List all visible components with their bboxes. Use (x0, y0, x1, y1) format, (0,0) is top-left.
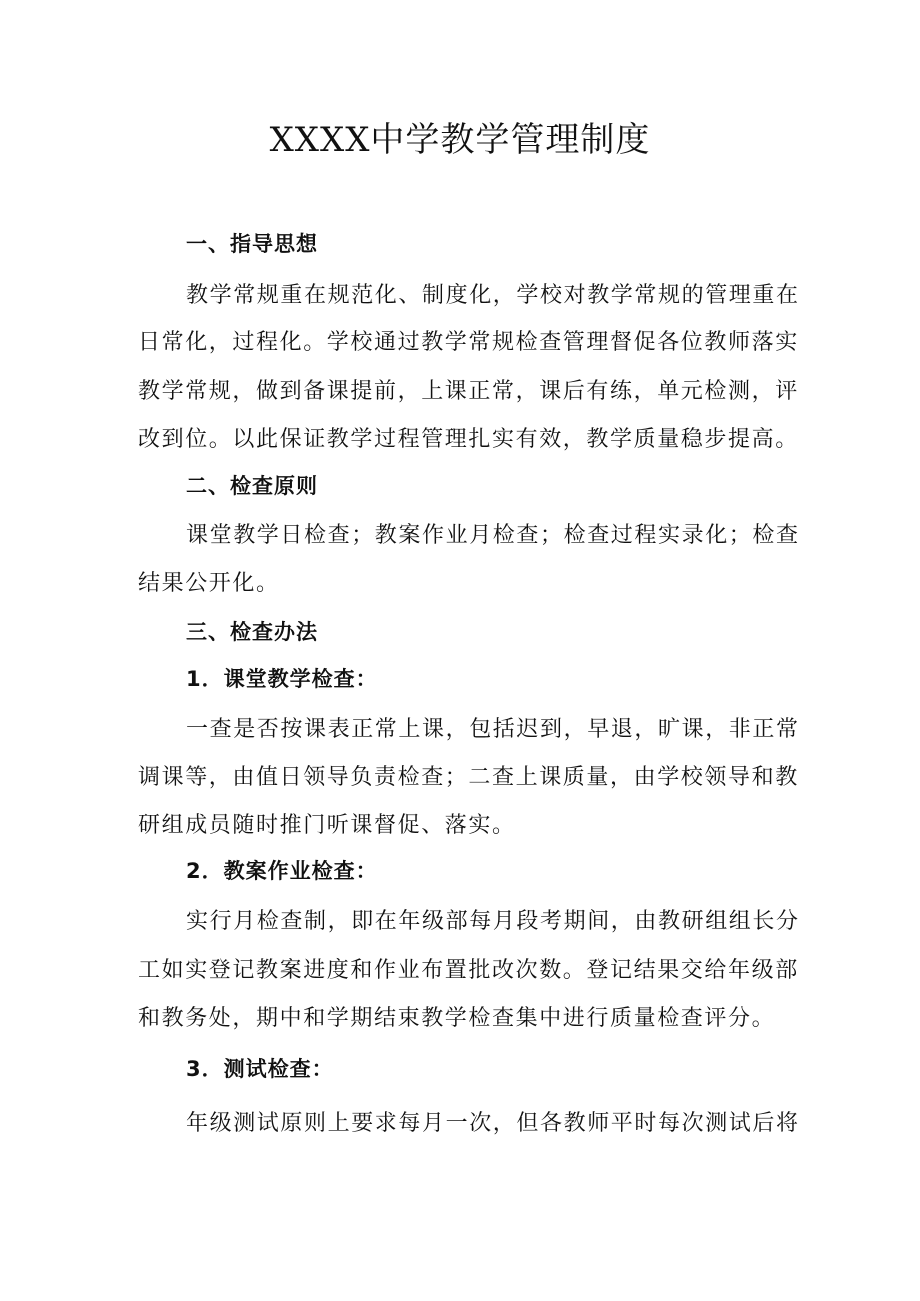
paragraph-line: 课堂教学日检查；教案作业月检查；检查过程实录化；检查 (186, 523, 800, 548)
paragraph-line: 和教务处，期中和学期结束教学检查集中进行质量检查评分。 (138, 1006, 776, 1031)
paragraph-line: 调课等，由值日领导负责检查；二查上课质量，由学校领导和教 (138, 765, 799, 790)
paragraph-line: 研组成员随时推门听课督促、落实。 (138, 813, 516, 838)
subsection-heading-lesson-plan-homework: 2．教案作业检查： (186, 859, 378, 883)
subsection-heading-classroom-teaching: 1．课堂教学检查： (186, 667, 378, 691)
section-heading-guiding-thought: 一、指导思想 (186, 232, 318, 256)
paragraph-line: 年级测试原则上要求每月一次，但各教师平时每次测试后将 (186, 1111, 800, 1136)
section-heading-inspection-principles: 二、检查原则 (186, 474, 318, 498)
section-heading-inspection-methods: 三、检查办法 (186, 620, 318, 644)
paragraph-line: 实行月检查制，即在年级部每月段考期间，由教研组组长分 (186, 909, 800, 934)
subsection-heading-test-inspection: 3．测试检查： (186, 1057, 334, 1081)
paragraph-line: 结果公开化。 (138, 571, 280, 596)
paragraph-line: 日常化，过程化。学校通过教学常规检查管理督促各位教师落实 (138, 330, 799, 355)
paragraph-line: 教学常规，做到备课提前，上课正常，课后有练，单元检测，评 (138, 379, 799, 404)
paragraph-line: 教学常规重在规范化、制度化，学校对教学常规的管理重在 (186, 283, 800, 308)
paragraph-line: 工如实登记教案进度和作业布置批改次数。登记结果交给年级部 (138, 958, 799, 983)
paragraph-line: 改到位。以此保证教学过程管理扎实有效，教学质量稳步提高。 (138, 427, 799, 452)
document-title: XXXX中学教学管理制度 (269, 120, 651, 160)
paragraph-line: 一查是否按课表正常上课，包括迟到，早退，旷课，非正常 (186, 717, 800, 742)
